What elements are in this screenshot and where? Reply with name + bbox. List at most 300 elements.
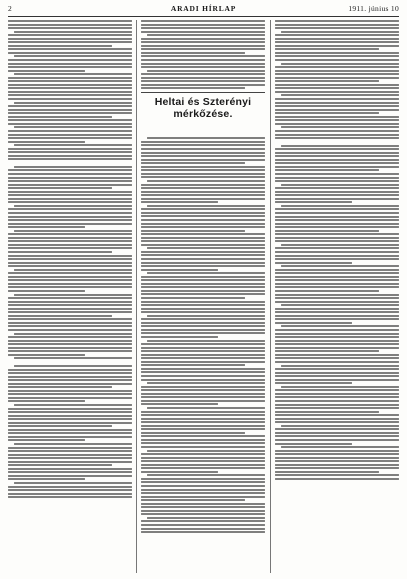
text-line [275,130,399,132]
text-line [141,240,265,242]
text-line [275,308,399,310]
text-line [8,173,132,175]
text-line [8,301,132,303]
text-line [14,333,132,335]
text-line [275,247,399,249]
text-line [8,425,112,427]
text-line [8,372,132,374]
text-line [141,513,265,515]
text-line [8,468,132,470]
text-line [275,333,399,335]
text-line [141,318,265,320]
text-line [8,77,132,79]
text-line [8,265,132,267]
text-line [141,308,265,310]
text-line [141,364,245,366]
text-line [8,98,132,100]
text-line [141,63,265,65]
text-line [8,208,132,210]
text-line [141,375,265,377]
text-line [275,38,399,40]
text-line [141,481,265,483]
text-line [141,184,265,186]
text-line [141,379,265,381]
text-line [275,105,399,107]
text-line [147,450,265,452]
text-line [275,318,399,320]
text-line [14,144,132,146]
text-line [147,407,265,409]
text-line [141,368,265,370]
text-line [281,63,399,65]
text-line [281,325,399,327]
text-line [8,59,132,61]
text-line [275,20,399,22]
text-line [8,216,132,218]
text-line [275,464,399,466]
text-line [8,134,132,136]
text-line [8,123,132,125]
text-line [8,198,132,200]
text-line [275,290,379,292]
column-3 [275,20,399,573]
text-line [8,233,132,235]
text-line [8,48,132,50]
text-line [275,467,399,469]
text-line [8,38,132,40]
text-line [141,531,265,533]
text-line [8,112,132,114]
text-line [8,496,132,498]
text-line [141,52,245,54]
text-line [275,343,399,345]
text-line [141,322,265,324]
text-line [8,475,132,477]
page-number: 2 [8,4,13,13]
text-line [141,510,265,512]
text-line [275,297,399,299]
text-line [8,447,132,449]
text-line [14,404,132,406]
text-line [141,230,245,232]
text-line [141,389,265,391]
text-line [275,194,399,196]
text-line [275,428,399,430]
text-line [8,290,85,292]
text-line [275,91,399,93]
text-line [147,474,265,476]
text-line [141,418,265,420]
text-line [8,286,132,288]
text-line [275,375,399,377]
text-line [275,134,399,136]
text-line [8,148,132,150]
text-line [147,205,265,207]
text-line [275,45,399,47]
text-line [275,155,399,157]
text-line [141,520,265,522]
column-rule [136,20,137,573]
text-line [8,201,132,203]
text-line [8,369,132,371]
text-line [141,24,265,26]
text-line [8,223,132,225]
article-subheading [141,122,265,128]
text-line [275,219,399,221]
text-line [8,354,85,356]
text-line [141,187,265,189]
text-line [8,350,132,352]
text-line [8,177,132,179]
text-line [275,237,399,239]
text-line [141,400,265,402]
text-line [275,77,399,79]
headline-rule [141,92,265,93]
text-line [8,464,112,466]
text-line [275,198,399,200]
text-line [275,272,399,274]
text-line [281,184,399,186]
text-line [275,435,399,437]
text-line [141,411,265,413]
text-line [275,180,399,182]
text-line [8,184,132,186]
text-line [275,407,399,409]
text-line [141,496,265,498]
newspaper-title: ARADI HÍRLAP [170,4,237,13]
text-line [275,169,379,171]
text-line [141,332,265,334]
text-line [8,105,132,107]
text-line [147,180,265,182]
text-line [141,191,265,193]
text-line [8,347,132,349]
text-line [141,159,265,161]
text-line [141,251,265,253]
text-line [141,212,265,214]
text-line [8,116,112,118]
text-line [8,130,132,132]
text-line [275,152,399,154]
text-line [275,255,399,257]
text-line [8,393,132,395]
text-line [141,73,265,75]
text-line [141,432,245,434]
text-line [14,73,132,75]
text-line [8,489,132,491]
text-line [8,325,132,327]
text-line [141,467,265,469]
text-line [8,244,132,246]
text-line [275,471,379,473]
masthead-rule [8,16,399,17]
text-line [275,230,379,232]
text-line [275,286,399,288]
text-line [147,34,265,36]
column-2 [141,20,265,573]
text-line [275,443,352,445]
text-line [141,371,265,373]
text-line [141,403,218,405]
text-line [8,386,112,388]
text-line [141,489,265,491]
text-line [141,524,265,526]
text-line [275,322,352,324]
text-line [8,343,132,345]
text-line [281,304,399,306]
text-line [141,244,265,246]
text-line [141,435,265,437]
text-line [275,233,399,235]
text-line [147,247,265,249]
text-line [8,109,132,111]
text-line [275,123,399,125]
text-line [275,340,399,342]
text-line [8,41,132,43]
text-line [275,418,399,420]
text-line [275,27,399,29]
text-line [275,336,399,338]
text-line [141,301,265,303]
text-line [275,453,399,455]
text-line [141,208,265,210]
text-line [141,492,265,494]
text-line [8,66,132,68]
text-line [141,460,265,462]
text-line [8,457,132,459]
text-line [141,453,265,455]
text-line [275,73,399,75]
text-line [275,119,399,121]
text-line [141,425,265,427]
text-line [8,432,132,434]
column-rule [270,20,271,573]
text-line [141,254,265,256]
text-line [8,219,132,221]
text-line [8,45,112,47]
text-line [8,158,132,160]
text-line [14,31,132,33]
text-line [275,177,399,179]
text-line [275,262,352,264]
text-line [8,422,132,424]
text-line [275,361,399,363]
text-line [8,52,132,54]
text-line [8,24,132,26]
text-line [141,80,265,82]
text-line [141,386,265,388]
text-line [275,474,399,476]
text-line [281,244,399,246]
text-line [275,382,352,384]
text-line [275,159,399,161]
text-line [275,421,399,423]
text-line [275,148,399,150]
text-line [141,223,265,225]
text-line [141,325,265,327]
text-line [141,297,245,299]
text-line [275,457,399,459]
text-line [275,173,399,175]
text-line [275,24,399,26]
text-line [141,421,265,423]
text-line [275,166,399,168]
text-line [8,322,132,324]
text-line [147,70,265,72]
text-line [14,205,132,207]
text-line [275,59,399,61]
text-line [147,137,265,139]
text-line [275,208,399,210]
text-line [14,294,132,296]
text-line [275,223,399,225]
text-line [141,141,265,143]
text-line [14,230,132,232]
text-line [14,269,132,271]
text-line [141,262,265,264]
text-line [275,201,352,203]
text-line [8,336,132,338]
column-2-body-text [141,137,265,533]
text-line [275,315,399,317]
text-line [8,169,132,171]
text-line [8,390,132,392]
text-line [141,304,265,306]
text-line [141,503,265,505]
text-line [141,237,265,239]
text-line [8,297,132,299]
text-line [275,379,399,381]
text-line [8,308,132,310]
text-line [8,304,132,306]
text-line [141,442,265,444]
text-line [141,485,265,487]
text-line [141,148,265,150]
text-line [8,84,132,86]
text-line [141,31,265,33]
text-line [14,126,132,128]
text-line [141,269,218,271]
text-line [275,478,399,480]
text-line [8,318,132,320]
text-line [8,87,132,89]
text-line [281,425,399,427]
text-line [275,70,399,72]
text-line [147,382,265,384]
text-line [141,162,245,164]
text-line [141,329,265,331]
text-line [275,52,399,54]
text-line [275,404,399,406]
text-line [275,212,399,214]
text-line [275,347,399,349]
text-line [8,379,132,381]
text-line [141,27,265,29]
text-line [141,198,265,200]
column-1 [8,20,132,573]
text-line [275,162,399,164]
text-line [275,283,399,285]
text-line [147,315,265,317]
text-line [275,187,399,189]
text-line [8,276,132,278]
text-line [275,411,379,413]
text-line [8,429,132,431]
text-line [141,84,265,86]
text-line [141,276,265,278]
text-line [8,155,132,157]
text-line [275,393,399,395]
text-line [275,98,399,100]
text-line [8,226,85,228]
text-line [141,354,265,356]
text-line [275,396,399,398]
text-line [141,77,265,79]
text-line [8,141,85,143]
text-line [281,205,399,207]
text-line [8,279,132,281]
text-line [8,262,132,264]
text-line [275,226,399,228]
text-line [8,311,132,313]
text-line [141,152,265,154]
text-line [275,350,379,352]
text-line [141,350,265,352]
text-line [275,48,379,50]
text-line [141,173,265,175]
text-line [141,347,265,349]
text-line [8,376,132,378]
text-line [141,41,265,43]
text-line [8,194,132,196]
text-line [275,357,399,359]
text-line [141,265,265,267]
text-line [275,87,399,89]
text-line [141,279,265,281]
text-line [8,493,132,495]
text-line [8,237,132,239]
text-line [141,258,265,260]
text-line [8,454,132,456]
text-line [141,226,265,228]
text-line [275,84,399,86]
text-line [141,155,265,157]
text-line [8,478,85,480]
text-line [141,506,265,508]
text-line [8,240,132,242]
text-line [8,471,132,473]
text-line [141,343,265,345]
text-line [141,176,265,178]
text-line [275,112,379,114]
text-line [8,461,132,463]
text-line [8,340,132,342]
text-line [141,48,265,50]
text-line [8,151,132,153]
text-line [147,340,265,342]
text-line [275,460,399,462]
text-line [275,240,399,242]
text-line [275,191,399,193]
text-line [275,301,399,303]
text-line [8,315,112,317]
text-line [8,283,132,285]
text-line [14,357,132,359]
text-line [275,251,399,253]
text-line [281,31,399,33]
text-line [141,361,265,363]
text-line [275,116,399,118]
